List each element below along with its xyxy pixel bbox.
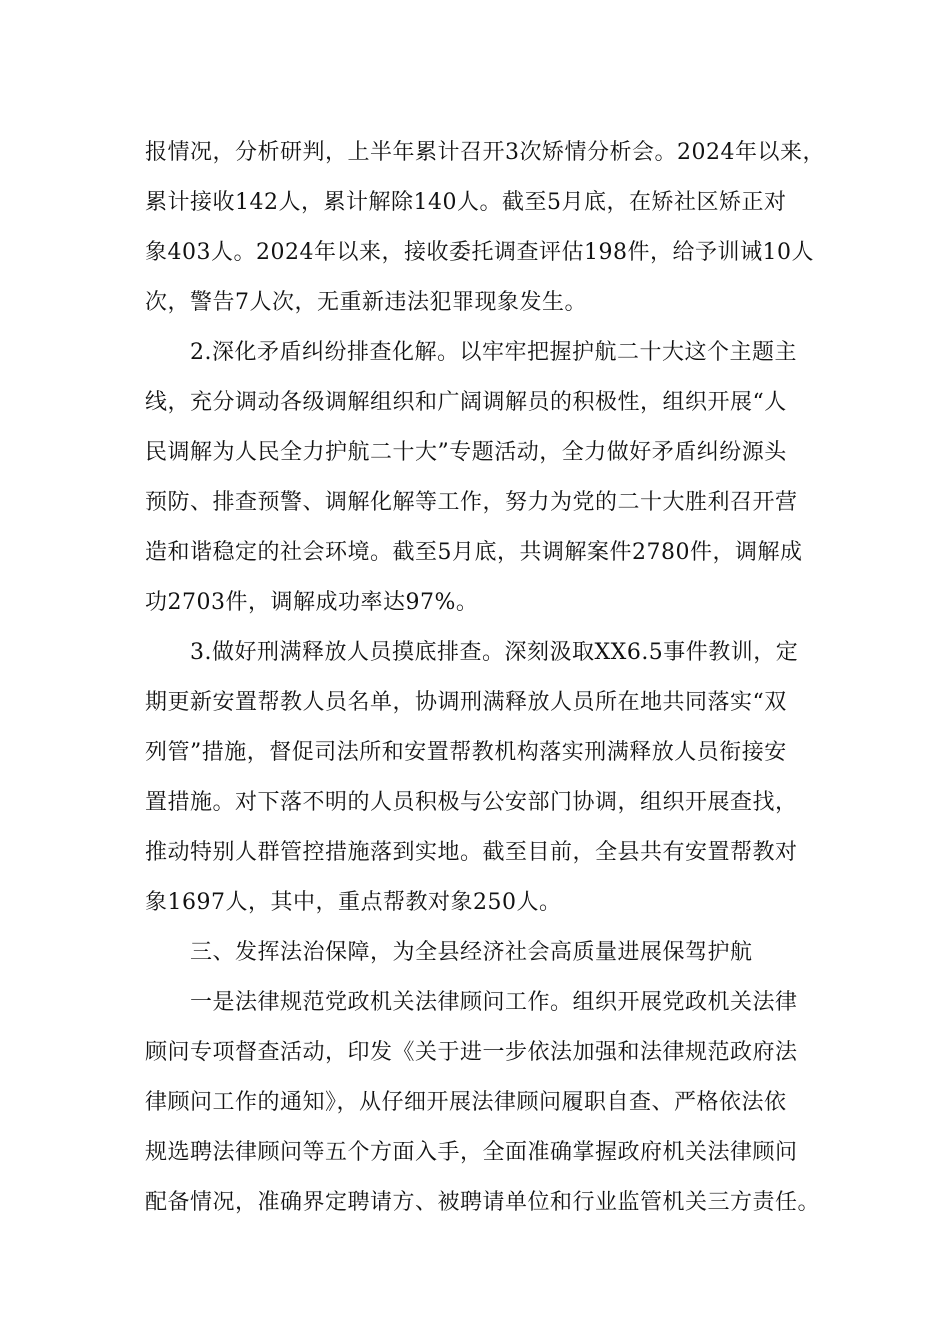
text-line: 规选聘法律顾问等五个方面入手，全面准确掌握政府机关法律顾问 (145, 1140, 798, 1165)
text-line: 律顾问工作的通知》，从仔细开展法律顾问履职自查、严格依法依 (145, 1090, 787, 1115)
paragraph-heading-2: 2.深化矛盾纠纷排查化解。以牢牢把握护航二十大这个主题主 (190, 340, 797, 365)
text-line: 民调解为人民全力护航二十大”专题活动，全力做好矛盾纠纷源头 (145, 440, 787, 465)
text-line: 置措施。对下落不明的人员积极与公安部门协调，组织开展查找， (145, 790, 798, 815)
paragraph-start: 一是法律规范党政机关法律顾问工作。组织开展党政机关法律 (190, 990, 798, 1015)
text-line: 象1697人，其中，重点帮教对象250人。 (145, 890, 562, 915)
text-line: 预防、排查预警、调解化解等工作，努力为党的二十大胜利召开营 (145, 490, 798, 515)
text-line: 推动特别人群管控措施落到实地。截至目前，全县共有安置帮教对 (145, 840, 798, 865)
text-line: 线，充分调动各级调解组织和广阔调解员的积极性，组织开展“人 (145, 390, 787, 415)
text-line: 累计接收142人，累计解除140人。截至5月底，在矫社区矫正对 (145, 190, 787, 215)
paragraph-heading-3: 3.做好刑满释放人员摸底排查。深刻汲取XX6.5事件教训，定 (190, 640, 799, 665)
text-line: 造和谐稳定的社会环境。截至5月底，共调解案件2780件，调解成 (145, 540, 803, 565)
text-line: 报情况，分析研判，上半年累计召开3次矫情分析会。2024年以来， (145, 140, 825, 165)
text-line: 功2703件，调解成功率达97%。 (145, 590, 479, 615)
text-line: 顾问专项督查活动，印发《关于进一步依法加强和法律规范政府法 (145, 1040, 798, 1065)
text-line: 象403人。2024年以来，接收委托调查评估198件，给予训诫10人 (145, 240, 814, 265)
section-heading: 三、发挥法治保障，为全县经济社会高质量进展保驾护航 (190, 940, 753, 965)
text-line: 列管”措施，督促司法所和安置帮教机构落实刑满释放人员衔接安 (145, 740, 787, 765)
text-line: 配备情况，准确界定聘请方、被聘请单位和行业监管机关三方责任。 (145, 1190, 821, 1215)
text-line: 期更新安置帮教人员名单，协调刑满释放人员所在地共同落实“双 (145, 690, 787, 715)
text-line: 次，警告7人次，无重新违法犯罪现象发生。 (145, 290, 587, 315)
